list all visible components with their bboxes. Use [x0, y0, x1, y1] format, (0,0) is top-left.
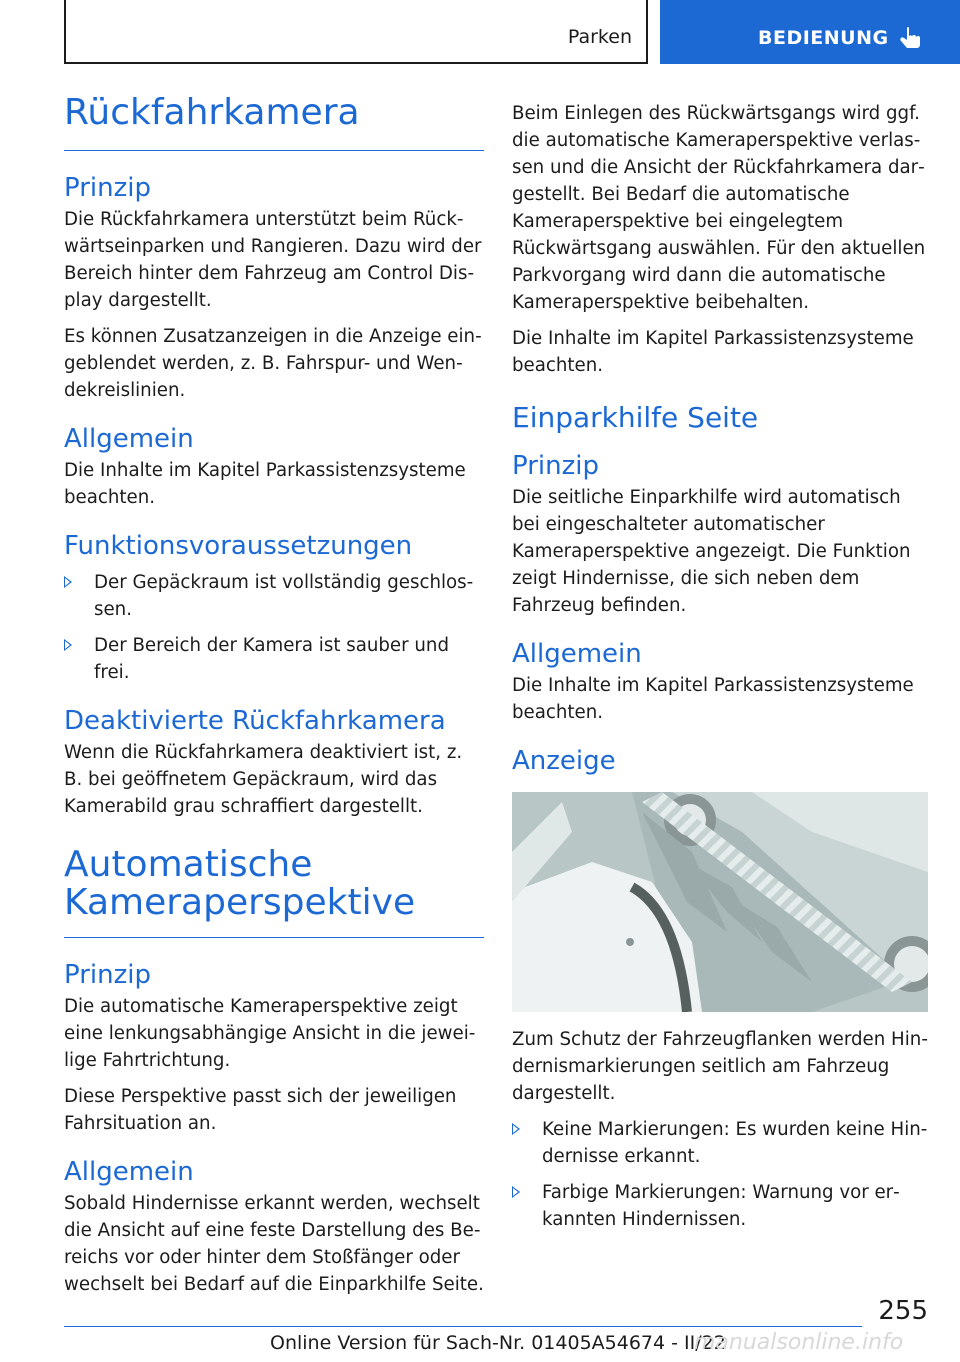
heading-einpark-prinzip: Prinzip — [512, 451, 599, 481]
triangle-bullet-icon — [64, 639, 72, 651]
paragraph-prinzip-1: Die Rückfahrkamera unterstützt beim Rückwärtseinparken und Rangieren. Dazu wird der Bereich hinter dem Fahrzeug am Control Display dargestellt. — [64, 209, 482, 311]
paragraph-einpark-prinzip: Die seitliche Einparkhilfe wird automatisch bei eingeschalteter automatischer Kameraperspektive angezeigt. Die Funktion zeigt Hindernisse, die sich neben dem Fahrzeug befinden. — [512, 487, 911, 616]
sensor-dot — [626, 938, 634, 946]
footer-rule — [64, 1326, 862, 1327]
paragraph-rueckwaertsgang: Beim Einlegen des Rückwärtsgangs wird ggf. die automatische Kameraperspektive verlassen und die Ansicht der Rückfahrkamera dargestellt. Bei Bedarf die automatische Kameraperspektive bei eingelegtem Rückwärtsgang auswählen. Für den aktuellen Parkvorgang wird dann die automatische Kameraperspektive beibehalten. — [512, 103, 926, 313]
paragraph-allgemein: Die Inhalte im Kapitel Parkassistenzsysteme beachten. — [64, 460, 466, 508]
title-rule — [64, 150, 484, 151]
list-funktionsvoraussetzungen — [64, 569, 484, 686]
list-anzeige — [512, 1116, 928, 1233]
heading-anzeige: Anzeige — [512, 746, 616, 776]
paragraph-parkassistenz: Die Inhalte im Kapitel Parkassistenzsysteme beachten. — [512, 328, 914, 376]
heading-einpark-allgemein: Allgemein — [512, 639, 642, 669]
heading-prinzip: Prinzip — [64, 173, 151, 203]
list-item: Farbige Markierungen: Warnung vor erkannten Hindernissen. — [512, 1179, 928, 1233]
section-title-rueckfahrkamera: Rückfahrkamera — [64, 92, 360, 133]
heading-allgemein: Allgemein — [64, 424, 194, 454]
paragraph-einpark-allgemein: Die Inhalte im Kapitel Parkassistenzsysteme beachten. — [512, 675, 914, 723]
hand-pointer-icon — [898, 26, 924, 52]
section-title-einparkhilfe-seite: Einparkhilfe Seite — [512, 401, 759, 434]
section-title-automatische-kameraperspektive: Automatische Kameraperspektive — [64, 844, 416, 923]
paragraph-auto-prinzip-1: Die automatische Kameraperspektive zeigt eine lenkungsabhängige Ansicht in die jeweilige Fahrtrichtung. — [64, 996, 476, 1071]
paragraph-deaktiviert: Wenn die Rückfahrkamera deaktiviert ist, z. B. bei geöffnetem Gepäckraum, wird das Kamerabild grau schraffiert dargestellt. — [64, 742, 463, 817]
paragraph-prinzip-2: Es können Zusatzanzeigen in die Anzeige eingeblendet werden, z. B. Fahrspur- und Wendekreislinien. — [64, 326, 482, 401]
triangle-bullet-icon — [512, 1123, 520, 1135]
watermark: manualsonline.info — [694, 1330, 904, 1355]
header-section-title: Parken — [567, 26, 632, 48]
list-item: Keine Markierungen: Es wurden keine Hindernisse erkannt. — [512, 1116, 928, 1170]
paragraph-anzeige: Zum Schutz der Fahrzeugflanken werden Hindernismarkierungen seitlich am Fahrzeug dargestellt. — [512, 1029, 928, 1104]
left-column — [64, 92, 484, 1298]
paragraph-auto-allgemein: Sobald Hindernisse erkannt werden, wechselt die Ansicht auf eine feste Darstellung des Bereichs vor oder hinter dem Stoßfänger oder wechselt bei Bedarf auf die Einparkhilfe Seite. — [64, 1193, 484, 1295]
triangle-bullet-icon — [512, 1186, 520, 1198]
list-item: Der Bereich der Kamera ist sauber und frei. — [64, 632, 484, 686]
header-chapter-label: BEDIENUNG — [758, 27, 889, 49]
header-chapter-tab — [660, 0, 960, 64]
triangle-bullet-icon — [64, 576, 72, 588]
heading-auto-allgemein: Allgemein — [64, 1157, 194, 1187]
heading-funktionsvoraussetzungen: Funktionsvoraussetzungen — [64, 531, 413, 561]
heading-deaktivierte-rueckfahrkamera: Deaktivierte Rückfahrkamera — [64, 706, 446, 736]
header-section-box — [64, 0, 648, 64]
paragraph-auto-prinzip-2: Diese Perspektive passt sich der jeweiligen Fahrsituation an. — [64, 1086, 457, 1134]
title-rule — [64, 937, 484, 938]
footer-online-version: Online Version für Sach-Nr. 01405A54674 - II/22 — [270, 1332, 726, 1354]
side-parking-illustration — [512, 792, 928, 1012]
list-item: Der Gepäckraum ist vollständig geschlossen. — [64, 569, 484, 623]
heading-auto-prinzip: Prinzip — [64, 960, 151, 990]
page-number: 255 — [878, 1296, 928, 1326]
right-column — [512, 100, 928, 1233]
